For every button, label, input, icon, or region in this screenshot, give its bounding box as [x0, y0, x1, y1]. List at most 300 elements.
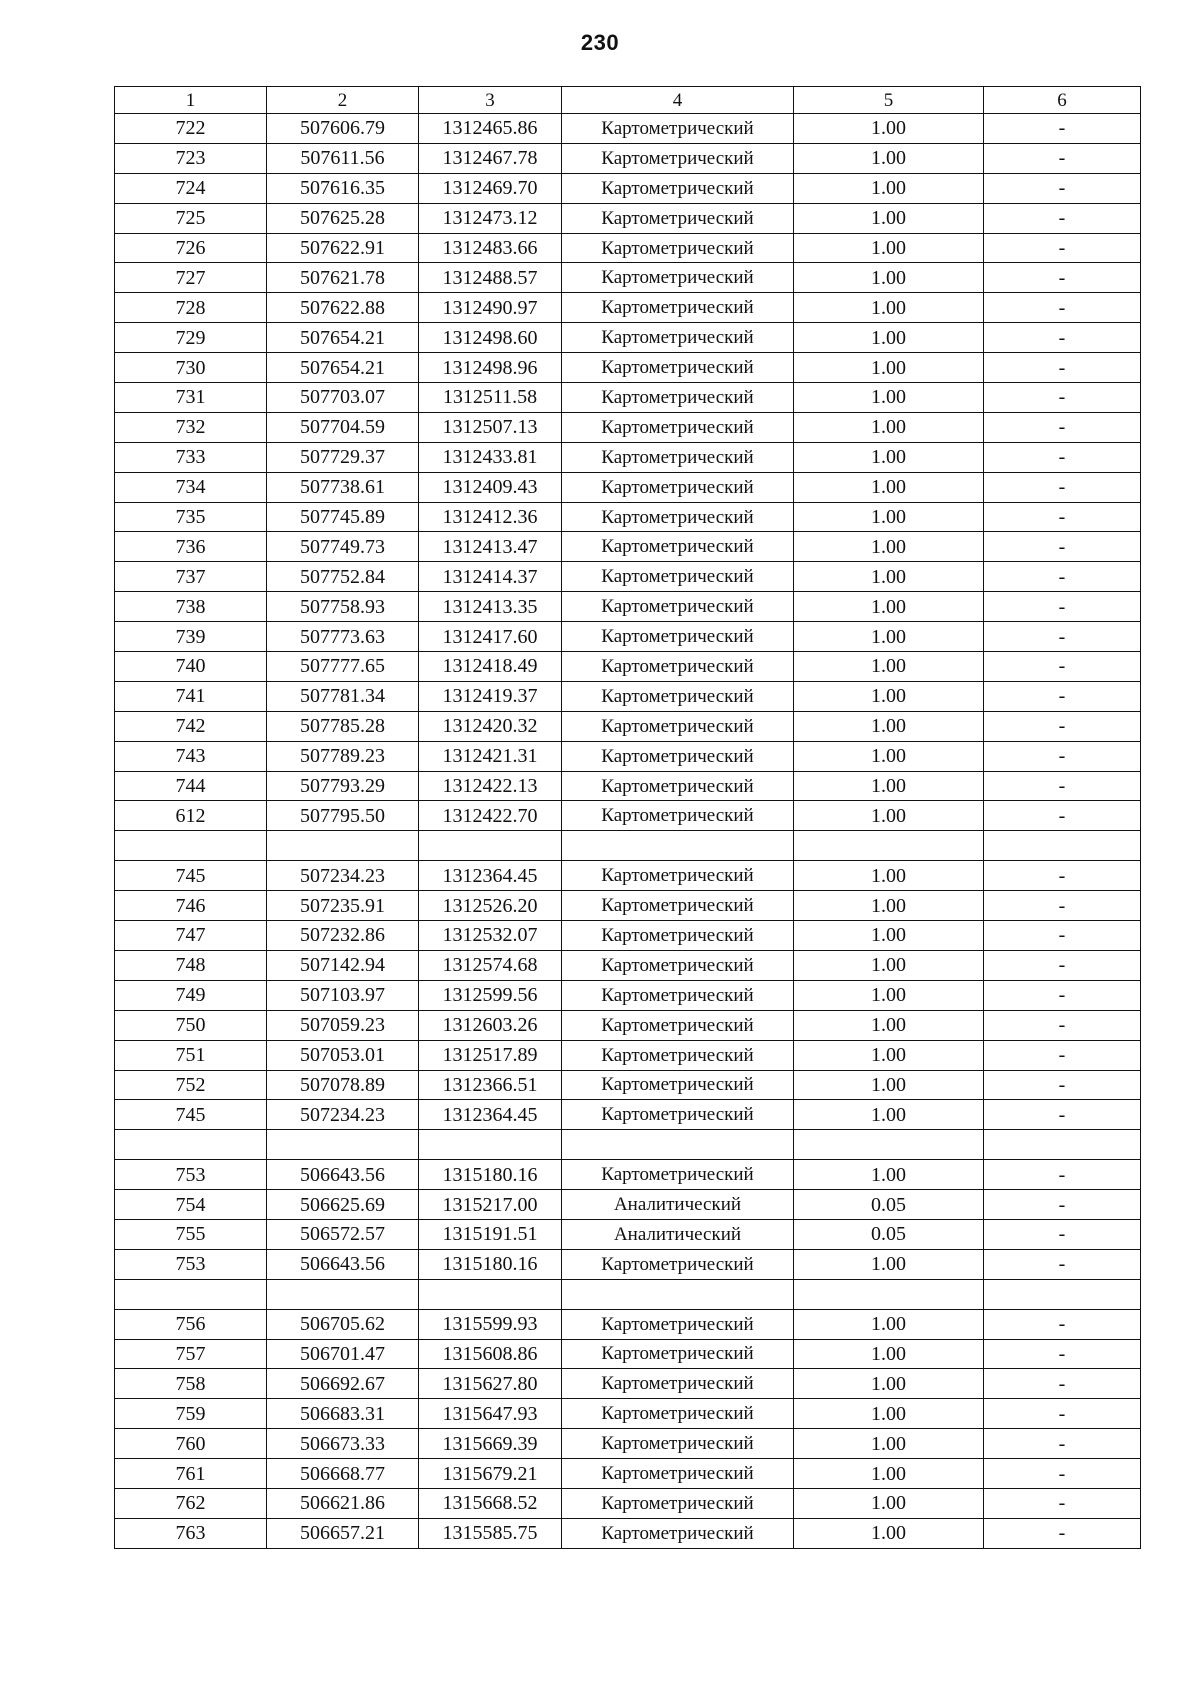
x-coordinate-cell: 506572.57 [267, 1219, 419, 1249]
method-cell: Картометрический [562, 293, 794, 323]
table-row [115, 1219, 1141, 1249]
method-cell: Картометрический [562, 771, 794, 801]
y-coordinate-cell: 1312574.68 [419, 950, 562, 980]
point-number-cell: 729 [115, 323, 267, 353]
y-coordinate-cell: 1312483.66 [419, 233, 562, 263]
note-cell: - [984, 1040, 1141, 1070]
accuracy-cell: 1.00 [794, 771, 984, 801]
x-coordinate-cell: 507793.29 [267, 771, 419, 801]
note-cell: - [984, 921, 1141, 951]
note-cell: - [984, 1518, 1141, 1548]
note-cell: - [984, 711, 1141, 741]
table-row [115, 1429, 1141, 1459]
accuracy-cell: 1.00 [794, 1070, 984, 1100]
method-cell: Картометрический [562, 502, 794, 532]
method-cell: Картометрический [562, 472, 794, 502]
x-coordinate-cell: 507789.23 [267, 741, 419, 771]
point-number-cell: 750 [115, 1010, 267, 1040]
table-row [115, 1070, 1141, 1100]
x-coordinate-cell [267, 831, 419, 861]
x-coordinate-cell: 507781.34 [267, 681, 419, 711]
point-number-cell: 735 [115, 502, 267, 532]
method-cell: Картометрический [562, 861, 794, 891]
method-cell [562, 831, 794, 861]
method-cell: Картометрический [562, 442, 794, 472]
y-coordinate-cell: 1312422.13 [419, 771, 562, 801]
accuracy-cell: 1.00 [794, 1459, 984, 1489]
point-number-cell: 727 [115, 263, 267, 293]
note-cell: - [984, 562, 1141, 592]
y-coordinate-cell: 1315585.75 [419, 1518, 562, 1548]
y-coordinate-cell: 1312507.13 [419, 412, 562, 442]
method-cell: Картометрический [562, 950, 794, 980]
header-cell: 6 [984, 87, 1141, 114]
note-cell: - [984, 771, 1141, 801]
point-number-cell: 754 [115, 1190, 267, 1220]
header-cell: 3 [419, 87, 562, 114]
y-coordinate-cell: 1312364.45 [419, 861, 562, 891]
method-cell: Картометрический [562, 532, 794, 562]
x-coordinate-cell: 507142.94 [267, 950, 419, 980]
x-coordinate-cell: 507777.65 [267, 652, 419, 682]
note-cell: - [984, 1249, 1141, 1279]
y-coordinate-cell [419, 831, 562, 861]
x-coordinate-cell: 507234.23 [267, 1100, 419, 1130]
table-row [115, 771, 1141, 801]
accuracy-cell: 1.00 [794, 891, 984, 921]
note-cell: - [984, 1100, 1141, 1130]
note-cell: - [984, 203, 1141, 233]
method-cell: Картометрический [562, 1339, 794, 1369]
table-row [115, 1369, 1141, 1399]
table-row [115, 801, 1141, 831]
method-cell: Картометрический [562, 1518, 794, 1548]
table-row [115, 1279, 1141, 1309]
note-cell [984, 1279, 1141, 1309]
y-coordinate-cell: 1312498.60 [419, 323, 562, 353]
x-coordinate-cell: 507654.21 [267, 353, 419, 383]
point-number-cell: 743 [115, 741, 267, 771]
table-row [115, 1010, 1141, 1040]
y-coordinate-cell [419, 1130, 562, 1160]
table-row [115, 173, 1141, 203]
method-cell: Картометрический [562, 1488, 794, 1518]
note-cell: - [984, 353, 1141, 383]
note-cell: - [984, 293, 1141, 323]
accuracy-cell: 1.00 [794, 532, 984, 562]
point-number-cell: 723 [115, 143, 267, 173]
point-number-cell [115, 831, 267, 861]
table-row [115, 472, 1141, 502]
point-number-cell: 732 [115, 412, 267, 442]
note-cell: - [984, 1339, 1141, 1369]
point-number-cell: 736 [115, 532, 267, 562]
note-cell: - [984, 801, 1141, 831]
method-cell: Картометрический [562, 741, 794, 771]
method-cell: Картометрический [562, 801, 794, 831]
x-coordinate-cell: 507606.79 [267, 114, 419, 144]
method-cell: Картометрический [562, 263, 794, 293]
note-cell: - [984, 502, 1141, 532]
point-number-cell: 749 [115, 980, 267, 1010]
table-body [115, 87, 1141, 1549]
note-cell: - [984, 263, 1141, 293]
x-coordinate-cell: 507738.61 [267, 472, 419, 502]
table-row [115, 233, 1141, 263]
x-coordinate-cell: 506705.62 [267, 1309, 419, 1339]
point-number-cell: 722 [115, 114, 267, 144]
method-cell: Картометрический [562, 921, 794, 951]
note-cell: - [984, 681, 1141, 711]
note-cell: - [984, 652, 1141, 682]
y-coordinate-cell: 1312418.49 [419, 652, 562, 682]
table-row [115, 950, 1141, 980]
table-row [115, 891, 1141, 921]
note-cell: - [984, 950, 1141, 980]
accuracy-cell: 1.00 [794, 173, 984, 203]
point-number-cell: 752 [115, 1070, 267, 1100]
accuracy-cell: 1.00 [794, 1339, 984, 1369]
x-coordinate-cell: 507749.73 [267, 532, 419, 562]
table-row [115, 1518, 1141, 1548]
coordinates-table [114, 86, 1141, 1549]
note-cell: - [984, 1459, 1141, 1489]
table-row [115, 592, 1141, 622]
method-cell: Картометрический [562, 1399, 794, 1429]
x-coordinate-cell: 507103.97 [267, 980, 419, 1010]
header-cell: 5 [794, 87, 984, 114]
accuracy-cell: 1.00 [794, 233, 984, 263]
accuracy-cell: 1.00 [794, 652, 984, 682]
note-cell: - [984, 891, 1141, 921]
accuracy-cell: 1.00 [794, 1010, 984, 1040]
accuracy-cell [794, 1279, 984, 1309]
point-number-cell: 738 [115, 592, 267, 622]
point-number-cell: 740 [115, 652, 267, 682]
y-coordinate-cell: 1315180.16 [419, 1160, 562, 1190]
accuracy-cell: 1.00 [794, 1249, 984, 1279]
table-row [115, 741, 1141, 771]
note-cell: - [984, 1429, 1141, 1459]
note-cell: - [984, 741, 1141, 771]
note-cell: - [984, 114, 1141, 144]
table-row [115, 980, 1141, 1010]
accuracy-cell: 1.00 [794, 353, 984, 383]
note-cell: - [984, 1010, 1141, 1040]
table-row [115, 293, 1141, 323]
note-cell [984, 831, 1141, 861]
method-cell: Картометрический [562, 233, 794, 263]
table-row [115, 861, 1141, 891]
method-cell: Картометрический [562, 1429, 794, 1459]
accuracy-cell: 1.00 [794, 114, 984, 144]
note-cell: - [984, 1369, 1141, 1399]
point-number-cell: 753 [115, 1249, 267, 1279]
method-cell: Картометрический [562, 173, 794, 203]
note-cell: - [984, 1190, 1141, 1220]
x-coordinate-cell: 506683.31 [267, 1399, 419, 1429]
y-coordinate-cell: 1312488.57 [419, 263, 562, 293]
x-coordinate-cell: 507232.86 [267, 921, 419, 951]
point-number-cell: 612 [115, 801, 267, 831]
method-cell: Картометрический [562, 1070, 794, 1100]
table-row [115, 1339, 1141, 1369]
table-row [115, 622, 1141, 652]
header-cell: 2 [267, 87, 419, 114]
x-coordinate-cell: 507625.28 [267, 203, 419, 233]
method-cell: Картометрический [562, 203, 794, 233]
method-cell: Картометрический [562, 980, 794, 1010]
table-row [115, 353, 1141, 383]
accuracy-cell: 1.00 [794, 921, 984, 951]
y-coordinate-cell: 1312603.26 [419, 1010, 562, 1040]
x-coordinate-cell: 507654.21 [267, 323, 419, 353]
y-coordinate-cell: 1312419.37 [419, 681, 562, 711]
point-number-cell: 725 [115, 203, 267, 233]
table-row [115, 1100, 1141, 1130]
method-cell: Картометрический [562, 891, 794, 921]
accuracy-cell: 1.00 [794, 1100, 984, 1130]
y-coordinate-cell: 1315669.39 [419, 1429, 562, 1459]
table-row [115, 532, 1141, 562]
table-row [115, 562, 1141, 592]
point-number-cell: 733 [115, 442, 267, 472]
x-coordinate-cell: 506673.33 [267, 1429, 419, 1459]
note-cell: - [984, 532, 1141, 562]
method-cell: Аналитический [562, 1190, 794, 1220]
accuracy-cell: 1.00 [794, 502, 984, 532]
y-coordinate-cell: 1312364.45 [419, 1100, 562, 1130]
x-coordinate-cell: 507622.91 [267, 233, 419, 263]
table-row [115, 1459, 1141, 1489]
point-number-cell: 756 [115, 1309, 267, 1339]
page-number: 230 [580, 30, 620, 55]
accuracy-cell: 1.00 [794, 1309, 984, 1339]
x-coordinate-cell: 506625.69 [267, 1190, 419, 1220]
x-coordinate-cell: 507234.23 [267, 861, 419, 891]
x-coordinate-cell: 507785.28 [267, 711, 419, 741]
y-coordinate-cell: 1312469.70 [419, 173, 562, 203]
point-number-cell: 761 [115, 1459, 267, 1489]
note-cell: - [984, 383, 1141, 413]
method-cell: Картометрический [562, 353, 794, 383]
table-row [115, 711, 1141, 741]
note-cell: - [984, 592, 1141, 622]
x-coordinate-cell: 506643.56 [267, 1160, 419, 1190]
header-cell: 1 [115, 87, 267, 114]
x-coordinate-cell: 506692.67 [267, 1369, 419, 1399]
accuracy-cell: 1.00 [794, 323, 984, 353]
accuracy-cell: 1.00 [794, 1399, 984, 1429]
table-row [115, 383, 1141, 413]
x-coordinate-cell: 507621.78 [267, 263, 419, 293]
y-coordinate-cell: 1315217.00 [419, 1190, 562, 1220]
note-cell: - [984, 980, 1141, 1010]
accuracy-cell: 0.05 [794, 1190, 984, 1220]
method-cell: Картометрический [562, 383, 794, 413]
x-coordinate-cell: 507078.89 [267, 1070, 419, 1100]
x-coordinate-cell: 507622.88 [267, 293, 419, 323]
note-cell: - [984, 1070, 1141, 1100]
accuracy-cell: 1.00 [794, 801, 984, 831]
accuracy-cell: 0.05 [794, 1219, 984, 1249]
x-coordinate-cell: 507704.59 [267, 412, 419, 442]
point-number-cell: 744 [115, 771, 267, 801]
y-coordinate-cell: 1312433.81 [419, 442, 562, 472]
note-cell: - [984, 1309, 1141, 1339]
x-coordinate-cell: 507752.84 [267, 562, 419, 592]
note-cell: - [984, 472, 1141, 502]
accuracy-cell: 1.00 [794, 472, 984, 502]
accuracy-cell: 1.00 [794, 442, 984, 472]
y-coordinate-cell: 1312413.47 [419, 532, 562, 562]
table-row [115, 263, 1141, 293]
method-cell: Картометрический [562, 114, 794, 144]
y-coordinate-cell: 1312532.07 [419, 921, 562, 951]
note-cell: - [984, 861, 1141, 891]
y-coordinate-cell: 1312465.86 [419, 114, 562, 144]
method-cell: Картометрический [562, 1040, 794, 1070]
y-coordinate-cell: 1312511.58 [419, 383, 562, 413]
method-cell: Картометрический [562, 1459, 794, 1489]
y-coordinate-cell: 1312422.70 [419, 801, 562, 831]
y-coordinate-cell: 1315608.86 [419, 1339, 562, 1369]
note-cell: - [984, 173, 1141, 203]
point-number-cell: 759 [115, 1399, 267, 1429]
accuracy-cell: 1.00 [794, 143, 984, 173]
y-coordinate-cell: 1315647.93 [419, 1399, 562, 1429]
y-coordinate-cell: 1315180.16 [419, 1249, 562, 1279]
method-cell: Картометрический [562, 1309, 794, 1339]
y-coordinate-cell: 1312526.20 [419, 891, 562, 921]
point-number-cell: 745 [115, 1100, 267, 1130]
accuracy-cell: 1.00 [794, 383, 984, 413]
x-coordinate-cell [267, 1279, 419, 1309]
x-coordinate-cell: 506621.86 [267, 1488, 419, 1518]
y-coordinate-cell: 1312490.97 [419, 293, 562, 323]
accuracy-cell: 1.00 [794, 622, 984, 652]
accuracy-cell: 1.00 [794, 293, 984, 323]
table-row [115, 681, 1141, 711]
point-number-cell: 763 [115, 1518, 267, 1548]
x-coordinate-cell: 507059.23 [267, 1010, 419, 1040]
y-coordinate-cell [419, 1279, 562, 1309]
table-row [115, 1249, 1141, 1279]
y-coordinate-cell: 1312599.56 [419, 980, 562, 1010]
method-cell: Картометрический [562, 412, 794, 442]
point-number-cell: 757 [115, 1339, 267, 1369]
note-cell: - [984, 412, 1141, 442]
x-coordinate-cell [267, 1130, 419, 1160]
y-coordinate-cell: 1315191.51 [419, 1219, 562, 1249]
x-coordinate-cell: 507745.89 [267, 502, 419, 532]
x-coordinate-cell: 506643.56 [267, 1249, 419, 1279]
accuracy-cell [794, 1130, 984, 1160]
table-row [115, 921, 1141, 951]
point-number-cell: 734 [115, 472, 267, 502]
y-coordinate-cell: 1312473.12 [419, 203, 562, 233]
table-row [115, 114, 1141, 144]
accuracy-cell: 1.00 [794, 592, 984, 622]
method-cell: Картометрический [562, 323, 794, 353]
point-number-cell: 737 [115, 562, 267, 592]
point-number-cell: 746 [115, 891, 267, 921]
point-number-cell: 724 [115, 173, 267, 203]
accuracy-cell: 1.00 [794, 1429, 984, 1459]
note-cell: - [984, 1488, 1141, 1518]
table-row [115, 323, 1141, 353]
x-coordinate-cell: 507616.35 [267, 173, 419, 203]
method-cell: Картометрический [562, 143, 794, 173]
y-coordinate-cell: 1315668.52 [419, 1488, 562, 1518]
y-coordinate-cell: 1312417.60 [419, 622, 562, 652]
header-cell: 4 [562, 87, 794, 114]
point-number-cell: 742 [115, 711, 267, 741]
note-cell: - [984, 442, 1141, 472]
x-coordinate-cell: 506668.77 [267, 1459, 419, 1489]
y-coordinate-cell: 1315679.21 [419, 1459, 562, 1489]
point-number-cell: 741 [115, 681, 267, 711]
accuracy-cell: 1.00 [794, 263, 984, 293]
method-cell: Картометрический [562, 1249, 794, 1279]
x-coordinate-cell: 507758.93 [267, 592, 419, 622]
point-number-cell: 762 [115, 1488, 267, 1518]
table-row [115, 652, 1141, 682]
point-number-cell: 758 [115, 1369, 267, 1399]
note-cell: - [984, 1219, 1141, 1249]
y-coordinate-cell: 1312412.36 [419, 502, 562, 532]
y-coordinate-cell: 1312420.32 [419, 711, 562, 741]
x-coordinate-cell: 507703.07 [267, 383, 419, 413]
accuracy-cell: 1.00 [794, 861, 984, 891]
note-cell: - [984, 1399, 1141, 1429]
table-row [115, 203, 1141, 233]
point-number-cell: 730 [115, 353, 267, 383]
accuracy-cell: 1.00 [794, 1488, 984, 1518]
y-coordinate-cell: 1312409.43 [419, 472, 562, 502]
x-coordinate-cell: 507235.91 [267, 891, 419, 921]
table-row [115, 1040, 1141, 1070]
accuracy-cell: 1.00 [794, 950, 984, 980]
y-coordinate-cell: 1312421.31 [419, 741, 562, 771]
x-coordinate-cell: 507729.37 [267, 442, 419, 472]
y-coordinate-cell: 1312414.37 [419, 562, 562, 592]
table-row [115, 1160, 1141, 1190]
accuracy-cell: 1.00 [794, 741, 984, 771]
note-cell: - [984, 323, 1141, 353]
method-cell: Картометрический [562, 592, 794, 622]
note-cell: - [984, 143, 1141, 173]
x-coordinate-cell: 507773.63 [267, 622, 419, 652]
x-coordinate-cell: 507611.56 [267, 143, 419, 173]
y-coordinate-cell: 1312413.35 [419, 592, 562, 622]
method-cell: Картометрический [562, 711, 794, 741]
point-number-cell: 726 [115, 233, 267, 263]
accuracy-cell: 1.00 [794, 203, 984, 233]
method-cell: Картометрический [562, 681, 794, 711]
table-row [115, 1309, 1141, 1339]
table-row [115, 412, 1141, 442]
method-cell [562, 1130, 794, 1160]
y-coordinate-cell: 1312498.96 [419, 353, 562, 383]
table-row [115, 831, 1141, 861]
accuracy-cell: 1.00 [794, 681, 984, 711]
table-row [115, 442, 1141, 472]
y-coordinate-cell: 1312517.89 [419, 1040, 562, 1070]
point-number-cell: 753 [115, 1160, 267, 1190]
point-number-cell: 747 [115, 921, 267, 951]
point-number-cell: 745 [115, 861, 267, 891]
